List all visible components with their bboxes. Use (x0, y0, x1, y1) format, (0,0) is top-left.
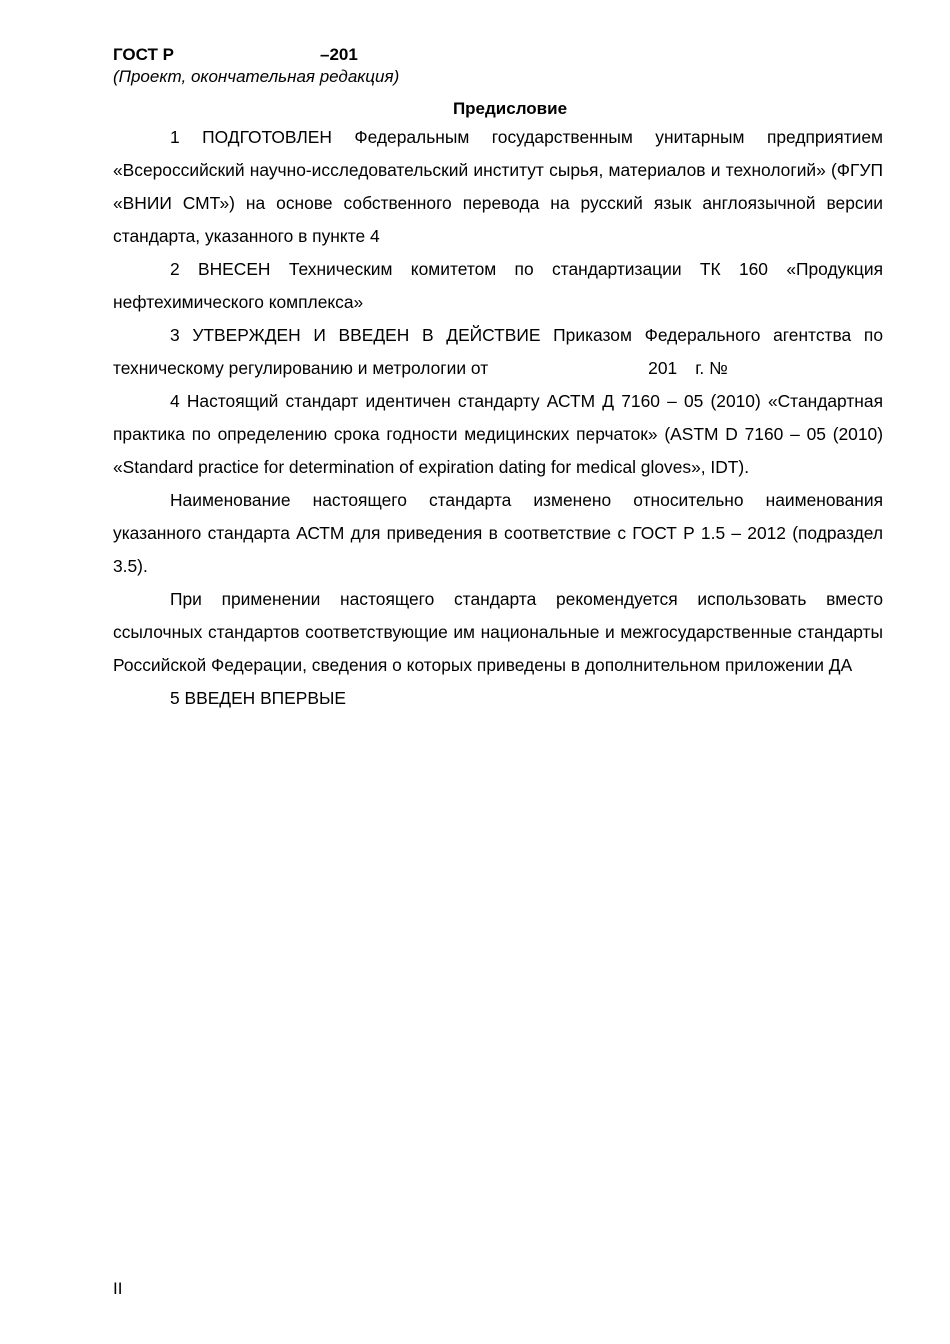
section-title: Предисловие (452, 99, 568, 118)
approval-text: 3 УТВЕРЖДЕН И ВВЕДЕН В ДЕЙСТВИЕ Приказом Федерального агентства по техническому регулированию и метрологии от (113, 325, 883, 378)
order-number-label: г. № (695, 358, 728, 378)
approval-year: 201 (648, 358, 678, 378)
page-number: II (113, 1279, 123, 1298)
standard-designation (113, 44, 613, 66)
foreword-item-3 (113, 319, 883, 385)
standard-year: –201 (320, 45, 358, 64)
document-header (113, 44, 613, 88)
foreword-item-2: 2 ВНЕСЕН Техническим комитетом по стандартизации ТК 160 «Продукция нефтехимического комплекса» (113, 259, 883, 312)
name-change-note: Наименование настоящего стандарта изменено относительно наименования указанного стандарта АСТМ для приведения в соответствие с ГОСТ Р 1.5 – 2012 (подраздел 3.5). (113, 490, 883, 576)
standard-code: ГОСТ Р (113, 45, 174, 64)
foreword-item-5: 5 ВВЕДЕН ВПЕРВЫЕ (170, 688, 346, 708)
foreword-item-1: 1 ПОДГОТОВЛЕН Федеральным государственным унитарным предприятием «Всероссийский научно-исследовательский институт сырья, материалов и технологий» (ФГУП «ВНИИ СМТ») на основе собственного перевода на русский язык англоязычной версии стандарта, указанного в пункте 4 (113, 127, 883, 246)
foreword-item-4: 4 Настоящий стандарт идентичен стандарту АСТМ Д 7160 – 05 (2010) «Стандартная практика по определению срока годности медицинских перчаток» (ASTM D 7160 – 05 (2010) «Standard practice for determination of expiration dating for medical gloves», IDT). (113, 391, 883, 477)
draft-status: (Проект, окончательная редакция) (113, 67, 400, 86)
foreword-body (113, 121, 883, 715)
reference-standards-note: При применении настоящего стандарта рекомендуется использовать вместо ссылочных стандартов соответствующие им национальные и межгосударственные стандарты Российской Федерации, сведения о которых приведены в дополнительном приложении ДА (113, 589, 883, 675)
